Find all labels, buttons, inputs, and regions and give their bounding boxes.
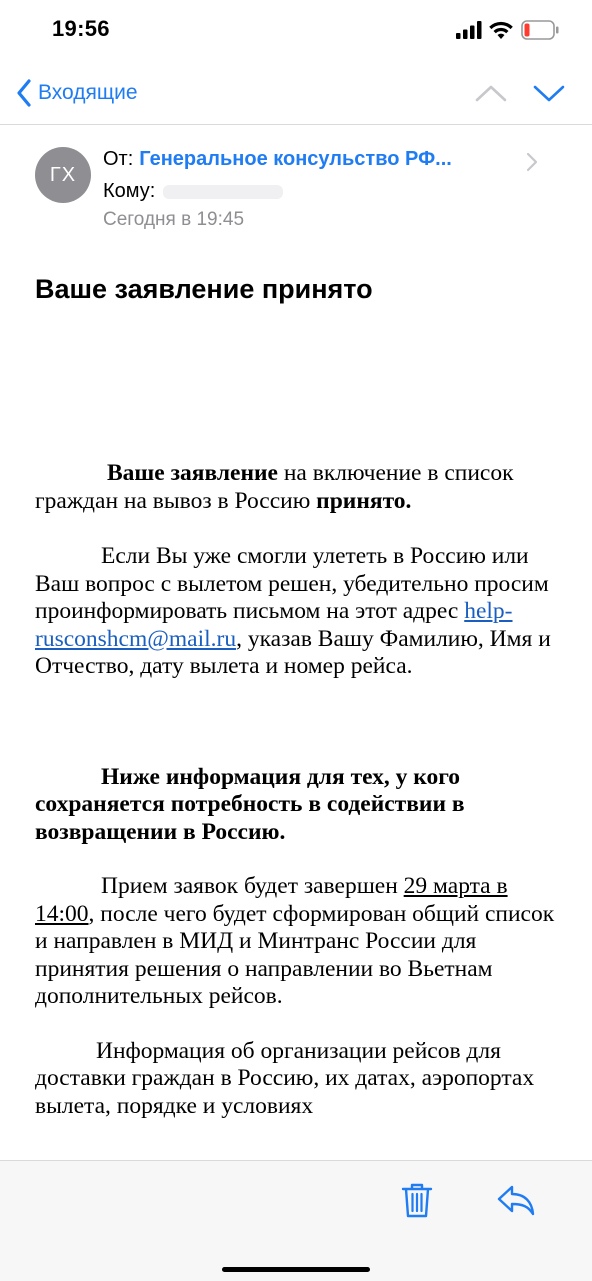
- home-indicator: [222, 1267, 370, 1272]
- battery-icon: [521, 20, 559, 40]
- status-time: 19:56: [52, 16, 110, 41]
- from-line[interactable]: [103, 148, 452, 171]
- body-text: Если Вы уже смогли улететь в Россию или Ваш вопрос с вылетом решен, убедительно просим проинформировать письмом на этот адрес: [35, 543, 549, 624]
- bottom-toolbar: [0, 1160, 592, 1281]
- body-paragraph-1: [35, 460, 565, 515]
- trash-icon[interactable]: [400, 1181, 434, 1219]
- to-label: Кому:: [103, 180, 156, 202]
- body-paragraph-3: Ниже информация для тех, у кого сохраняется потребность в содействии в возвращении в Россию.: [35, 763, 465, 845]
- wifi-icon: [488, 18, 514, 40]
- bold-text: Ваше заявление: [107, 460, 278, 486]
- back-label: Входящие: [38, 81, 138, 104]
- sender-name[interactable]: Генеральное консульство РФ...: [139, 148, 452, 170]
- body-paragraph-4: [35, 873, 565, 1011]
- chevron-down-icon[interactable]: [532, 80, 566, 106]
- date-link[interactable]: 29 марта в 14:00: [35, 873, 508, 927]
- recipient-redacted: [163, 185, 283, 199]
- body-text: , после чего будет сформирован общий список и направлен в МИД и Минтранс России для принятия решения о направлении во Вьетнам дополнительных рейсов.: [35, 900, 555, 1009]
- bold-text: принято.: [316, 487, 412, 514]
- navigation-bar: [0, 62, 592, 125]
- message-subject: Ваше заявление принято: [35, 274, 373, 304]
- message-body: [35, 460, 565, 1120]
- to-line: [103, 180, 283, 203]
- body-text: , указав Вашу Фамилию, Имя и Отчество, дату вылета и номер рейса.: [35, 625, 551, 679]
- chevron-right-icon[interactable]: [525, 152, 539, 172]
- chevron-left-icon: [16, 79, 32, 107]
- body-paragraph-2: [35, 543, 565, 681]
- from-label: От:: [103, 148, 134, 170]
- body-text: Прием заявок будет завершен: [101, 873, 404, 899]
- message-date: Сегодня в 19:45: [103, 209, 245, 230]
- cellular-signal-icon: [456, 21, 482, 39]
- body-paragraph-5: Информация об организации рейсов для доставки граждан в Россию, их датах, аэропортах вылета, порядке и условиях: [35, 1037, 535, 1119]
- back-button[interactable]: [16, 76, 138, 110]
- body-text: на включение в список граждан на вывоз в Россию: [35, 460, 514, 514]
- avatar: ГХ: [35, 147, 91, 203]
- chevron-up-icon[interactable]: [474, 80, 508, 106]
- email-link[interactable]: help-rusconshcm@mail.ru: [35, 598, 513, 652]
- reply-icon[interactable]: [496, 1183, 536, 1217]
- status-bar: [0, 0, 592, 62]
